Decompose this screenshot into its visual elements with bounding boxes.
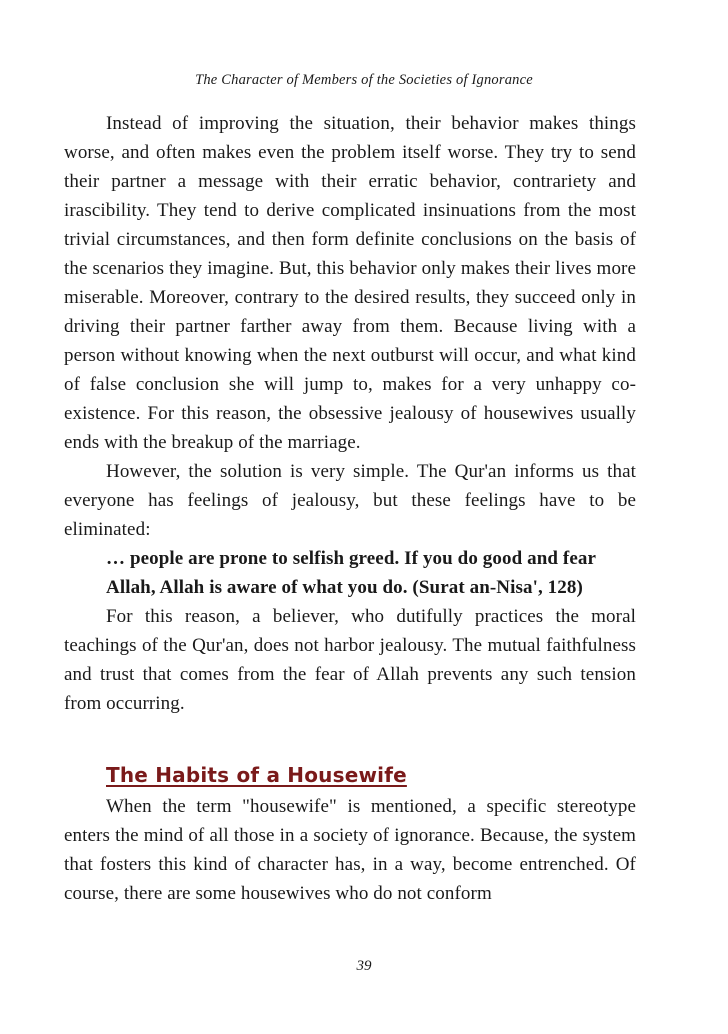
paragraph: When the term "housewife" is mentioned, a specific stereotype enters the mind of all those in a society of ignorance. Because, the system that fosters this kind of character has, in a way, become entrenched. Of course, there are some housewives who do not conform xyxy=(64,796,636,904)
paragraph: Instead of improving the situation, their behavior makes things worse, and often makes even the problem itself worse. They try to send their partner a message with their erratic behavior, contrariety and irascibility. They tend to derive complicated insinuations from the most trivial circumstances, and then form definite conclusions on the basis of the scenarios they imagine. But, this behavior only makes their lives more miserable. Moreover, contrary to the desired results, they succeed only in driving their partner farther away from them. Because living with a person without knowing when the next outburst will occur, and what kind of false conclusion she will jump to, makes for a very unhappy co-existence. For this reason, the obsessive jealousy of housewives usually ends with the breakup of the marriage. xyxy=(64,113,636,453)
running-header: The Character of Members of the Societies of Ignorance xyxy=(195,72,533,88)
paragraph: For this reason, a believer, who dutifully practices the moral teachings of the Qur'an, does not harbor jealousy. The mutual faithfulness and trust that comes from the fear of Allah prevents any such tension from occurring. xyxy=(64,606,636,714)
paragraph: However, the solution is very simple. The Qur'an informs us that everyone has feelings of jealousy, but these feelings have to be eliminated: xyxy=(64,461,636,540)
quran-quote: … people are prone to selfish greed. If you do good and fear Allah, Allah is aware of what you do. (Surat an-Nisa', 128) xyxy=(106,548,596,598)
body-text xyxy=(64,109,636,908)
section-heading: The Habits of a Housewife xyxy=(106,763,407,787)
page-number: 39 xyxy=(356,958,372,974)
